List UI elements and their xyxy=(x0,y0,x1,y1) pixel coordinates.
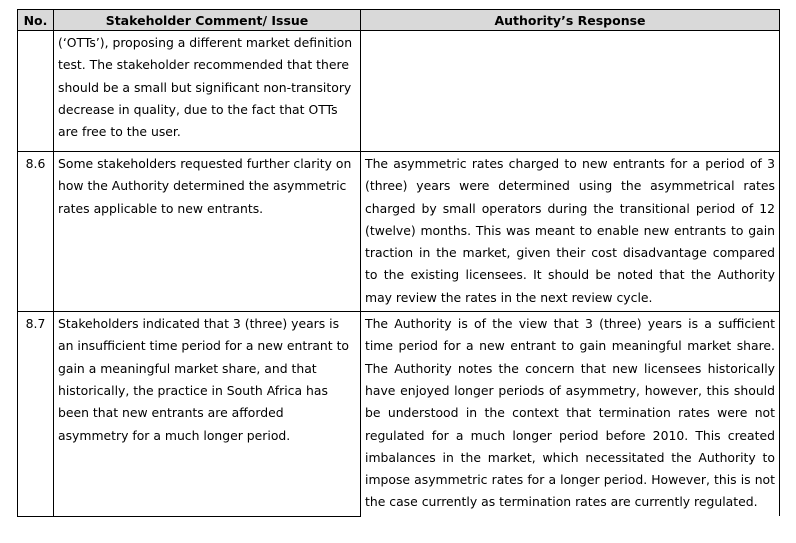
table-header-row xyxy=(18,10,780,31)
header-no: No. xyxy=(18,10,54,31)
row-number: 8.7 xyxy=(18,312,54,516)
stakeholder-response-table xyxy=(17,9,780,516)
document-page xyxy=(17,9,779,517)
header-stakeholder-comment: Stakeholder Comment/ Issue xyxy=(54,10,361,31)
row-number: 8.6 xyxy=(18,152,54,312)
table-row xyxy=(18,312,780,516)
authority-response-cell: The asymmetric rates charged to new entrants for a period of 3 (three) years were determined using the asymmetrical rates charged by small operators during the transitional period of 12 (twelve) months. This was meant to enable new entrants to gain traction in the market, given their cost disadvantage compared to the existing licensees. It should be noted that the Authority may review the rates in the next review cycle. xyxy=(361,152,780,312)
table-row xyxy=(18,152,780,312)
table-row xyxy=(18,31,780,152)
table-bottom-rule xyxy=(17,516,361,517)
authority-response-cell xyxy=(361,31,780,152)
header-authority-response: Authority’s Response xyxy=(361,10,780,31)
stakeholder-comment-cell: Some stakeholders requested further clarity on how the Authority determined the asymmetric rates applicable to new entrants. xyxy=(54,152,361,312)
stakeholder-comment-cell: (‘OTTs’), proposing a different market definition test. The stakeholder recommended that there should be a small but significant non-transitory decrease in quality, due to the fact that OTTs are free to the user. xyxy=(54,31,361,152)
authority-response-cell: The Authority is of the view that 3 (three) years is a sufficient time period for a new entrant to gain meaningful market share. The Authority notes the concern that new licensees historically have enjoyed longer periods of asymmetry, however, this should be understood in the context that termination rates were not regulated for a much longer period before 2010. This created imbalances in the market, which necessitated the Authority to impose asymmetric rates for a longer period. However, this is not the case currently as termination rates are currently regulated. xyxy=(361,312,780,516)
stakeholder-comment-cell: Stakeholders indicated that 3 (three) years is an insufficient time period for a new entrant to gain a meaningful market share, and that historically, the practice in South Africa has been that new entrants are afforded asymmetry for a much longer period. xyxy=(54,312,361,516)
row-number xyxy=(18,31,54,152)
